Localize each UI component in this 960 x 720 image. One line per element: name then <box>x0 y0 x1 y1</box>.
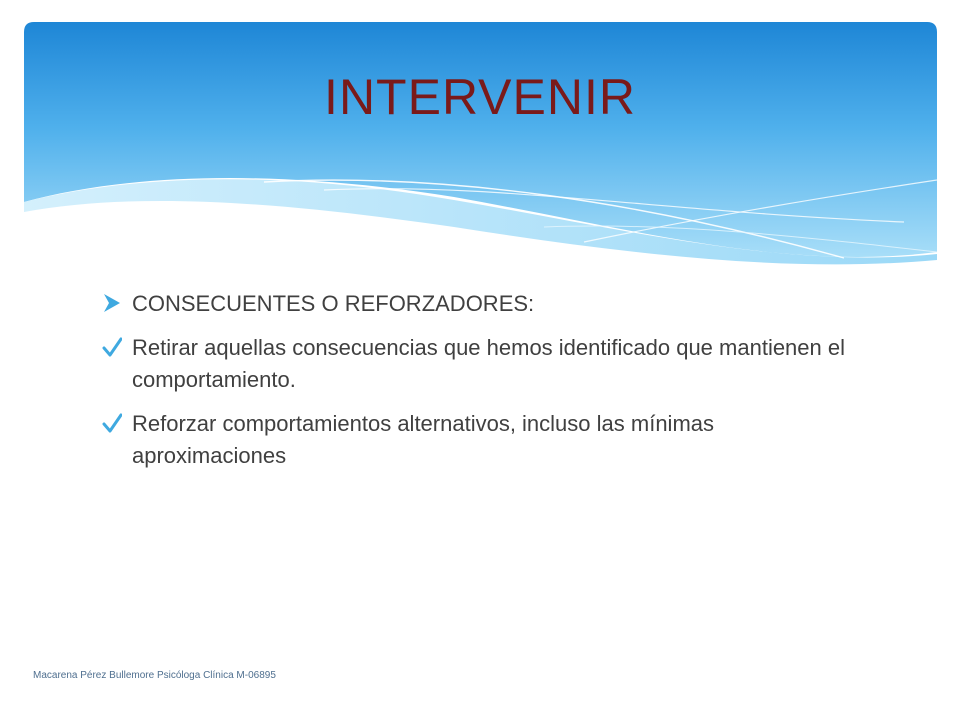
list-item <box>100 332 860 396</box>
list-item-text: Reforzar comportamientos alternativos, incluso las mínimas aproximaciones <box>132 411 715 468</box>
arrow-bullet-icon <box>102 292 122 314</box>
footer-credit: Macarena Pérez Bullemore Psicóloga Clínica M-06895 <box>33 670 276 681</box>
list-item-text: CONSECUENTES O REFORZADORES: <box>132 291 535 316</box>
list-item-text: Retirar aquellas consecuencias que hemos identificado que mantienen el comportamiento. <box>132 335 846 392</box>
list-item <box>100 288 860 320</box>
list-item <box>100 408 860 472</box>
checkmark-icon <box>102 336 122 358</box>
wave-decoration <box>24 22 937 272</box>
slide-title: INTERVENIR <box>324 69 636 125</box>
header-banner <box>24 22 937 272</box>
bullet-list <box>100 288 860 484</box>
checkmark-icon <box>102 412 122 434</box>
